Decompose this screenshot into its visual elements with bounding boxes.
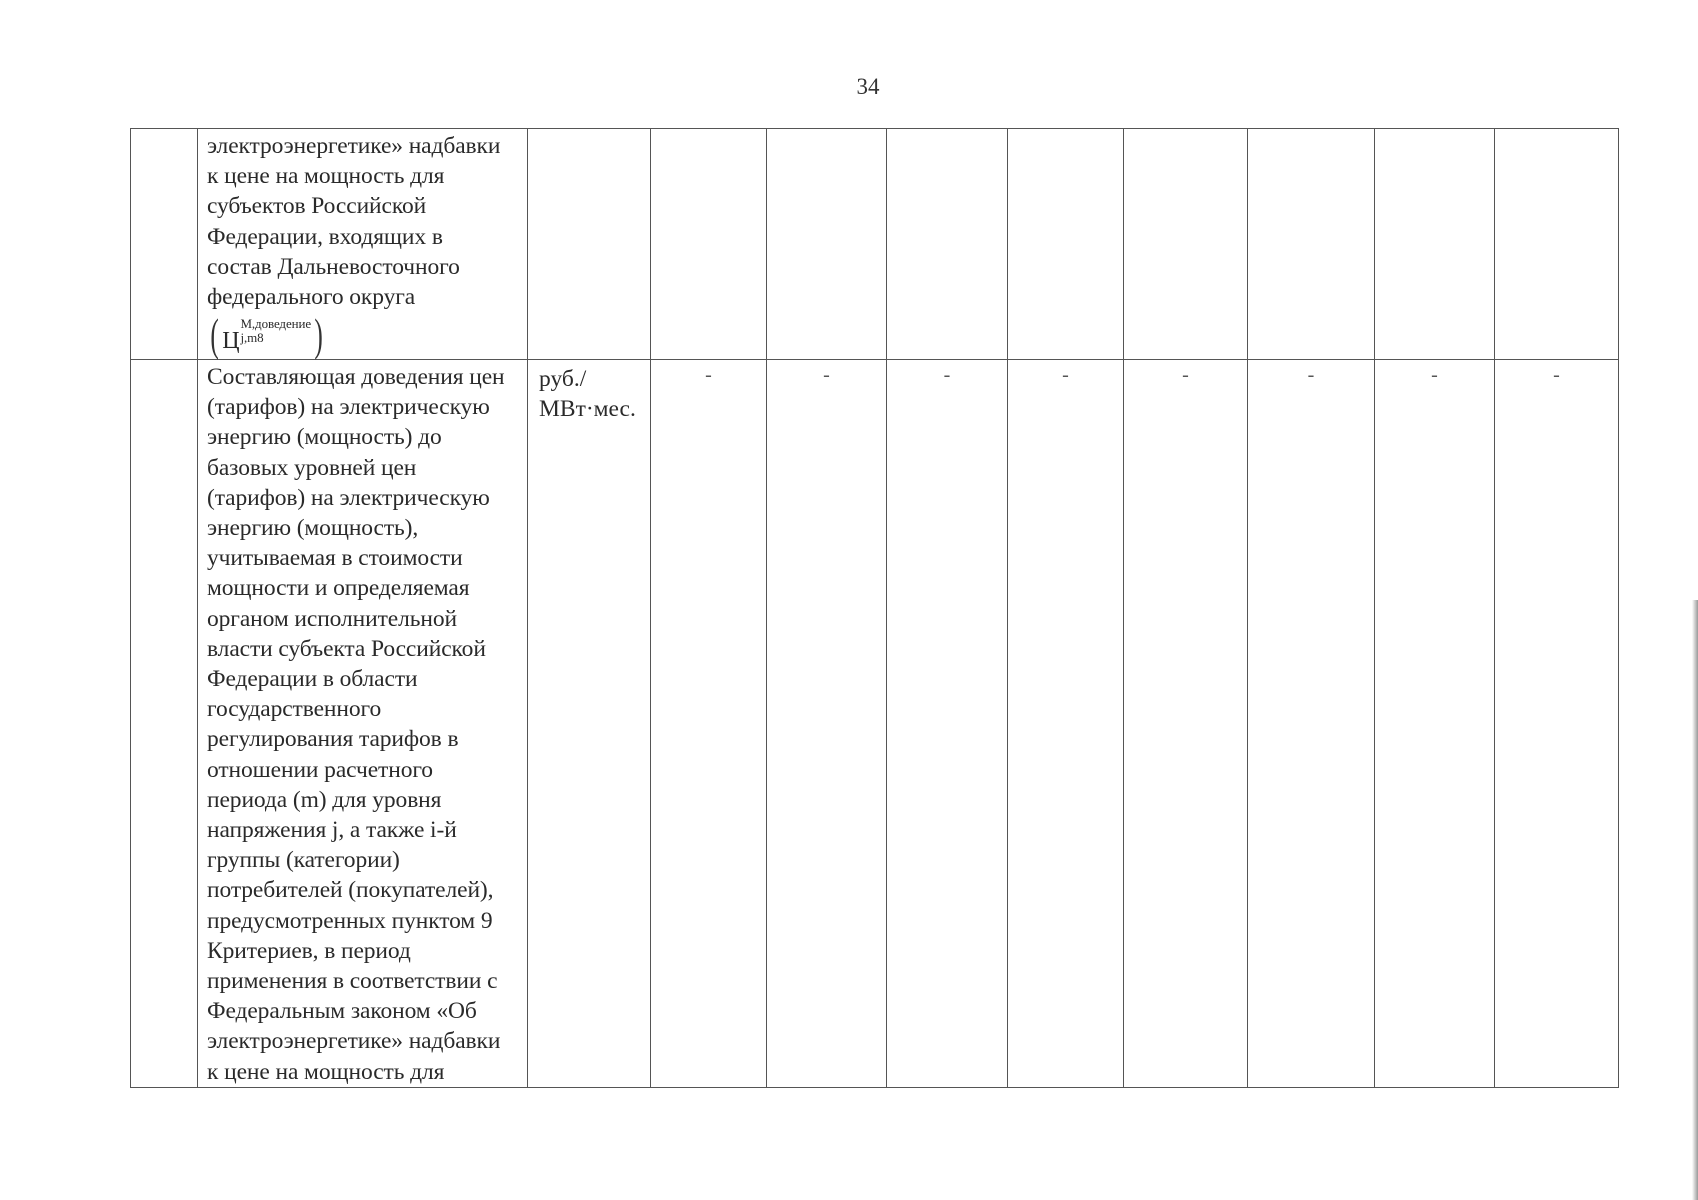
- description-line: учитываемая в стоимости: [207, 545, 463, 572]
- description-line: (тарифов) на электрическую: [207, 484, 490, 511]
- description-line: потребителей (покупателей),: [207, 877, 494, 904]
- formula: ( Ц М,доведение j,m8 ): [210, 309, 323, 361]
- value-cell: [651, 360, 767, 1088]
- description-line: Федерации, входящих в: [207, 223, 443, 250]
- value-cell: [887, 360, 1008, 1088]
- description-line: периода (m) для уровня: [207, 786, 442, 813]
- unit-line: МВт·мес.: [539, 396, 636, 422]
- description-line: энергию (мощность) до: [207, 424, 442, 451]
- description-line: к цене на мощность для: [207, 1058, 445, 1085]
- description-line: субъектов Российской: [207, 193, 427, 220]
- description-line: (тарифов) на электрическую: [207, 394, 490, 421]
- value-cell: [1008, 360, 1124, 1088]
- unit-cell: [528, 360, 651, 1088]
- description-line: органом исполнительной: [207, 605, 457, 632]
- value-cell: [767, 360, 887, 1088]
- value-cell: [887, 129, 1008, 360]
- description-line: состав Дальневосточного: [207, 253, 460, 280]
- value-dash: -: [1307, 364, 1315, 386]
- description-line: группы (категории): [207, 847, 400, 874]
- value-cell: [1375, 129, 1495, 360]
- value-dash: -: [1553, 364, 1560, 386]
- description-line: электроэнергетике» надбавки: [207, 1028, 501, 1055]
- value-cell: [1495, 129, 1619, 360]
- page-number: 34: [856, 74, 880, 99]
- value-dash: -: [943, 364, 951, 386]
- value-dash: -: [1431, 364, 1438, 386]
- value-cell: [1124, 360, 1248, 1088]
- row-number-cell: [131, 129, 198, 360]
- description-line: Федерации в области: [207, 666, 418, 693]
- value-dash: -: [705, 364, 712, 386]
- description-cell: [198, 360, 528, 1088]
- description-line: напряжения j, а также i-й: [207, 817, 457, 844]
- description-line: федерального округа: [207, 284, 416, 311]
- table-row: [131, 129, 1619, 360]
- tariff-table: [130, 128, 1619, 1088]
- description-line: электроэнергетике» надбавки: [207, 133, 501, 159]
- value-cell: [1248, 360, 1375, 1088]
- unit-cell: [528, 129, 651, 360]
- description-line: применения в соответствии с: [207, 968, 498, 995]
- scan-edge-shadow: [1692, 600, 1698, 1200]
- description-line: Федеральным законом «Об: [207, 998, 477, 1025]
- row-number-cell: [131, 360, 198, 1088]
- value-cell: [1495, 360, 1619, 1088]
- description-line: государственного: [207, 696, 382, 723]
- value-dash: -: [823, 364, 830, 386]
- description-line: Критериев, в период: [207, 937, 411, 964]
- description-line: власти субъекта Российской: [207, 635, 486, 662]
- value-cell: [1375, 360, 1495, 1088]
- description-cell: [198, 129, 528, 360]
- value-dash: -: [1182, 364, 1189, 386]
- value-cell: [651, 129, 767, 360]
- formula-symbol: Ц: [222, 328, 240, 355]
- value-cell: [1008, 129, 1124, 360]
- formula-subscript: j,m8: [240, 330, 264, 346]
- description-line: предусмотренных пунктом 9: [207, 907, 493, 934]
- description-line: Составляющая доведения цен: [207, 364, 505, 390]
- unit-line: руб./: [539, 366, 587, 392]
- description-line: мощности и определяемая: [207, 575, 470, 602]
- value-cell: [767, 129, 887, 360]
- value-cell: [1124, 129, 1248, 360]
- value-dash: -: [1062, 364, 1069, 386]
- value-cell: [1248, 129, 1375, 360]
- description-line: отношении расчетного: [207, 756, 433, 783]
- description-line: базовых уровней цен: [207, 454, 417, 481]
- formula-superscript: М,доведение: [240, 316, 312, 332]
- description-line: к цене на мощность для: [207, 163, 445, 190]
- description-line: энергию (мощность),: [207, 515, 419, 542]
- table-row: [131, 360, 1619, 1088]
- description-line: регулирования тарифов в: [207, 726, 459, 753]
